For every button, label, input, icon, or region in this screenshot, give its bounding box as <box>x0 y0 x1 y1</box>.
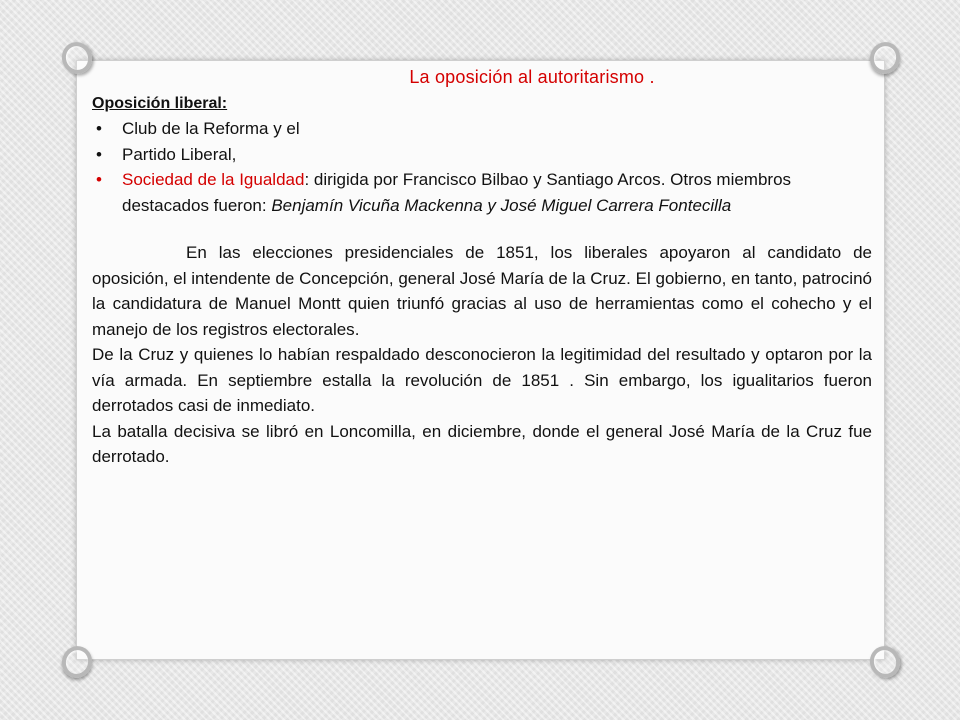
list-item-partido-liberal <box>92 142 872 168</box>
founders-names: Francisco Bilbao y Santiago Arcos <box>402 170 661 189</box>
bullet-icon: • <box>96 170 102 189</box>
bullet-icon: • <box>96 144 102 164</box>
jose-maria-de-la-cruz: José María de la Cruz <box>459 268 627 288</box>
via-armada: vía armada <box>92 370 183 390</box>
partido-liberal-label: Partido Liberal <box>122 144 232 164</box>
section-heading: Oposición liberal: <box>92 95 228 112</box>
manuel-montt: Manuel Montt <box>235 294 341 313</box>
paragraph-loncomilla <box>92 419 872 470</box>
partido-liberal-rest: , <box>231 144 237 164</box>
members-names: Benjamín Vicuña Mackenna y José Miguel Carrera Fontecilla <box>271 195 732 215</box>
text-span: , en diciembre, donde el general José María de la Cruz fue derrotado. <box>92 421 872 466</box>
text-span: y el <box>835 294 872 313</box>
club-reforma-label: Club de la Reforma <box>122 119 269 138</box>
sociedad-igualdad-text: : dirigida por <box>304 170 403 189</box>
text-span: . En septiembre estalla la <box>182 370 405 390</box>
manejo-registros-electorales: manejo de los registros electorales <box>92 319 355 339</box>
revolucion-1851: revolución de 1851 <box>404 370 560 390</box>
text-span: . Sin embargo, los igualitarios fueron derrotados casi de inmediato. <box>92 370 873 415</box>
text-span: . El gobierno, en tanto, patrocinó la candidatura de <box>92 268 872 313</box>
text-span: De la Cruz y quienes lo habían respaldado desconocieron la legitimidad del resultado y optaron por la <box>92 345 872 364</box>
sociedad-igualdad-text-2: . Otros miembros destacados fueron: <box>122 170 792 215</box>
bullet-icon: • <box>96 119 102 138</box>
club-reforma-rest: y el <box>268 119 300 138</box>
list-item-sociedad-igualdad <box>92 167 872 218</box>
text-span: En las elecciones presidenciales de 1851, los liberales apoyaron al candidato de oposición, el intendente de Concepción, general <box>92 243 872 288</box>
text-span: . <box>354 319 360 339</box>
paragraph-elecciones <box>92 240 872 342</box>
slide-content <box>92 64 872 470</box>
loncomilla: Loncomilla <box>329 421 412 441</box>
paragraph-revolucion <box>92 342 872 419</box>
bullet-list <box>92 116 872 218</box>
slide-title: La oposición al autoritarismo . <box>409 67 655 87</box>
sociedad-igualdad-label: Sociedad de la Igualdad <box>122 170 305 189</box>
cohecho: cohecho <box>771 294 836 313</box>
text-span: La batalla decisiva se libró en <box>92 421 330 441</box>
list-item-club-reforma <box>92 116 872 142</box>
text-span: quien triunfó gracias al uso de herramientas como el <box>340 294 772 313</box>
